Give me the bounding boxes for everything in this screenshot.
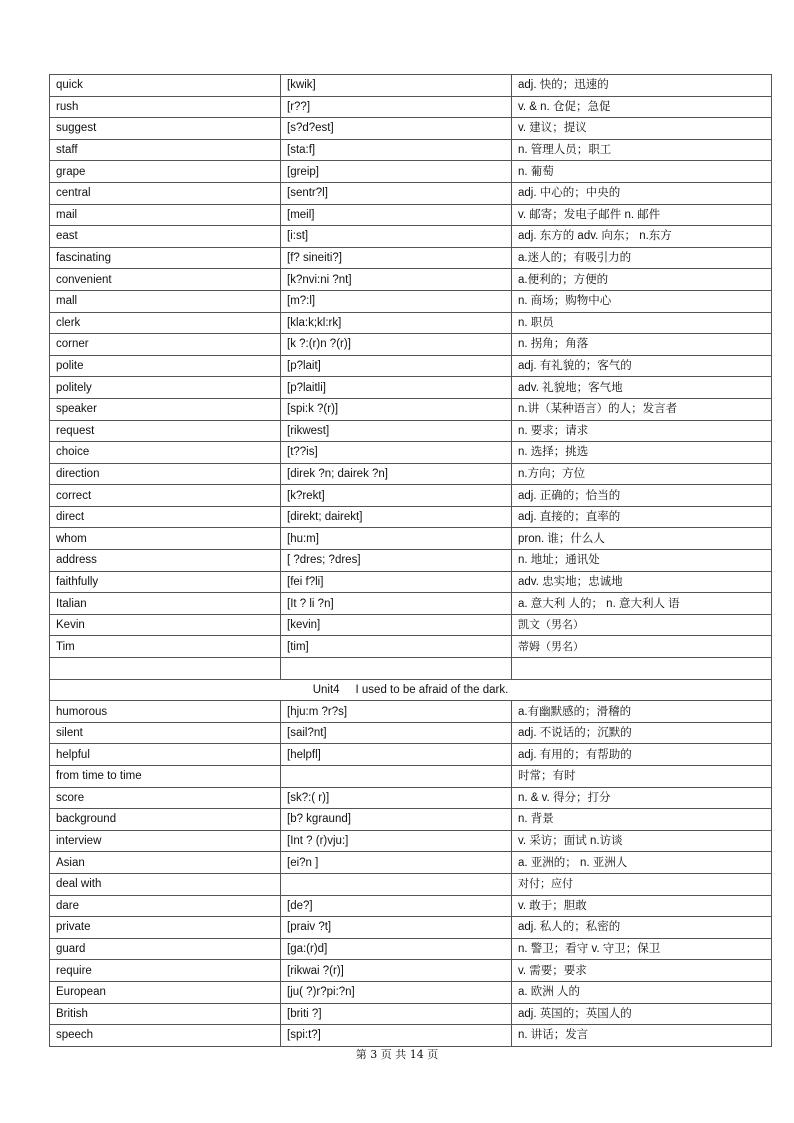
table-row (50, 809, 772, 831)
definition-cell: n. 警卫；看守 v. 守卫；保卫 (512, 938, 772, 960)
word-cell: direction (50, 463, 281, 485)
table-row (50, 636, 772, 658)
table-row (50, 463, 772, 485)
definition-cell: pron. 谁；什么人 (512, 528, 772, 550)
phonetic-cell: [p?laitli] (281, 377, 512, 399)
table-row (50, 766, 772, 788)
definition-cell: adj. 有用的；有帮助的 (512, 744, 772, 766)
word-cell: choice (50, 442, 281, 464)
definition-cell: n. 地址；通讯处 (512, 550, 772, 572)
definition-cell: n. 商场；购物中心 (512, 290, 772, 312)
phonetic-cell: [Int ? (r)vju:] (281, 830, 512, 852)
table-row (50, 550, 772, 572)
word-cell: mall (50, 290, 281, 312)
definition-cell: 蒂姆（男名） (512, 636, 772, 658)
word-cell: score (50, 787, 281, 809)
table-row (50, 614, 772, 636)
table-row (50, 917, 772, 939)
table-row (50, 247, 772, 269)
phonetic-cell: [sk?:( r)] (281, 787, 512, 809)
phonetic-cell: [sta:f] (281, 139, 512, 161)
word-cell: speaker (50, 398, 281, 420)
definition-cell: adj. 中心的；中央的 (512, 182, 772, 204)
phonetic-cell: [kevin] (281, 614, 512, 636)
word-cell: address (50, 550, 281, 572)
phonetic-cell: [b? kgraund] (281, 809, 512, 831)
definition-cell: a. 意大利 人的； n. 意大利人 语 (512, 593, 772, 615)
definition-cell: adj. 私人的；私密的 (512, 917, 772, 939)
word-cell: from time to time (50, 766, 281, 788)
definition-cell: n. 背景 (512, 809, 772, 831)
word-cell: central (50, 182, 281, 204)
definition-cell: adv. 忠实地；忠诚地 (512, 571, 772, 593)
phonetic-cell (281, 766, 512, 788)
definition-cell: adj. 英国的；英国人的 (512, 1003, 772, 1025)
word-cell: politely (50, 377, 281, 399)
word-cell: corner (50, 334, 281, 356)
unit-heading: Unit4 I used to be afraid of the dark. (312, 683, 509, 696)
phonetic-cell: [direkt; dairekt] (281, 506, 512, 528)
definition-cell: n.方向；方位 (512, 463, 772, 485)
word-cell: dare (50, 895, 281, 917)
word-cell: humorous (50, 701, 281, 723)
phonetic-cell: [m?:l] (281, 290, 512, 312)
phonetic-cell: [t??is] (281, 442, 512, 464)
phonetic-cell: [k?rekt] (281, 485, 512, 507)
table-row (50, 852, 772, 874)
definition-cell: adj. 直接的；直率的 (512, 506, 772, 528)
empty-cell (512, 658, 772, 680)
phonetic-cell: [kla:k;kl:rk] (281, 312, 512, 334)
table-row (50, 528, 772, 550)
phonetic-cell: [rikwai ?(r)] (281, 960, 512, 982)
phonetic-cell: [direk ?n; dairek ?n] (281, 463, 512, 485)
word-cell: polite (50, 355, 281, 377)
definition-cell: adv. 礼貌地；客气地 (512, 377, 772, 399)
phonetic-cell: [r??] (281, 96, 512, 118)
definition-cell: n. 讲话；发言 (512, 1025, 772, 1047)
word-cell: request (50, 420, 281, 442)
phonetic-cell: [helpfl] (281, 744, 512, 766)
table-row (50, 312, 772, 334)
vocabulary-table (49, 74, 772, 1047)
table-row (50, 96, 772, 118)
table-row (50, 161, 772, 183)
word-cell: convenient (50, 269, 281, 291)
word-cell: British (50, 1003, 281, 1025)
page-footer (0, 1046, 794, 1062)
definition-cell: 对付；应付 (512, 873, 772, 895)
table-row (50, 377, 772, 399)
phonetic-cell: [sail?nt] (281, 722, 512, 744)
table-row (50, 269, 772, 291)
word-cell: private (50, 917, 281, 939)
empty-row (50, 658, 772, 680)
unit-heading-row (50, 679, 772, 701)
definition-cell: adj. 正确的；恰当的 (512, 485, 772, 507)
phonetic-cell: [briti ?] (281, 1003, 512, 1025)
table-row (50, 118, 772, 140)
definition-cell: v. & n. 仓促；急促 (512, 96, 772, 118)
phonetic-cell: [de?] (281, 895, 512, 917)
table-row (50, 334, 772, 356)
phonetic-cell: [s?d?est] (281, 118, 512, 140)
word-cell: silent (50, 722, 281, 744)
table-row (50, 960, 772, 982)
phonetic-cell: [p?lait] (281, 355, 512, 377)
phonetic-cell: [rikwest] (281, 420, 512, 442)
word-cell: rush (50, 96, 281, 118)
phonetic-cell: [greip] (281, 161, 512, 183)
word-cell: faithfully (50, 571, 281, 593)
word-cell: deal with (50, 873, 281, 895)
table-row (50, 571, 772, 593)
page-number-text: 第 3 页 共 14 页 (355, 1048, 439, 1061)
definition-cell: v. 建议；提议 (512, 118, 772, 140)
table-row (50, 355, 772, 377)
table-row (50, 420, 772, 442)
empty-cell (281, 658, 512, 680)
table-row (50, 895, 772, 917)
word-cell: Asian (50, 852, 281, 874)
phonetic-cell: [f? sineiti?] (281, 247, 512, 269)
phonetic-cell: [ga:(r)d] (281, 938, 512, 960)
definition-cell: a.便利的；方便的 (512, 269, 772, 291)
unit-heading-cell (50, 679, 772, 701)
table-row (50, 139, 772, 161)
word-cell: quick (50, 75, 281, 97)
phonetic-cell: [hju:m ?r?s] (281, 701, 512, 723)
definition-cell: adj. 不说话的；沉默的 (512, 722, 772, 744)
table-row (50, 75, 772, 97)
definition-cell: n. & v. 得分；打分 (512, 787, 772, 809)
phonetic-cell: [It ? li ?n] (281, 593, 512, 615)
definition-cell: v. 采访；面试 n.访谈 (512, 830, 772, 852)
definition-cell: n. 管理人员；职工 (512, 139, 772, 161)
word-cell: grape (50, 161, 281, 183)
definition-cell: 凯文（男名） (512, 614, 772, 636)
phonetic-cell: [tim] (281, 636, 512, 658)
word-cell: east (50, 226, 281, 248)
definition-cell: a. 亚洲的； n. 亚洲人 (512, 852, 772, 874)
word-cell: Tim (50, 636, 281, 658)
definition-cell: n.讲（某种语言）的人；发言者 (512, 398, 772, 420)
phonetic-cell: [i:st] (281, 226, 512, 248)
phonetic-cell: [spi:k ?(r)] (281, 398, 512, 420)
word-cell: direct (50, 506, 281, 528)
word-cell: guard (50, 938, 281, 960)
definition-cell: v. 敢于；胆敢 (512, 895, 772, 917)
definition-cell: n. 职员 (512, 312, 772, 334)
table-row (50, 182, 772, 204)
table-row (50, 1003, 772, 1025)
phonetic-cell: [k?nvi:ni ?nt] (281, 269, 512, 291)
table-row (50, 506, 772, 528)
phonetic-cell: [meil] (281, 204, 512, 226)
definition-cell: n. 要求；请求 (512, 420, 772, 442)
word-cell: speech (50, 1025, 281, 1047)
phonetic-cell: [praiv ?t] (281, 917, 512, 939)
word-cell: European (50, 981, 281, 1003)
definition-cell: n. 葡萄 (512, 161, 772, 183)
definition-cell: adj. 快的；迅速的 (512, 75, 772, 97)
table-row (50, 701, 772, 723)
table-row (50, 873, 772, 895)
word-cell: background (50, 809, 281, 831)
definition-cell: adj. 有礼貌的；客气的 (512, 355, 772, 377)
table-row (50, 485, 772, 507)
phonetic-cell: [kwik] (281, 75, 512, 97)
table-row (50, 226, 772, 248)
table-row (50, 787, 772, 809)
word-cell: helpful (50, 744, 281, 766)
table-row (50, 1025, 772, 1047)
vocabulary-table-body (50, 75, 772, 1047)
phonetic-cell: [ ?dres; ?dres] (281, 550, 512, 572)
table-row (50, 290, 772, 312)
word-cell: Italian (50, 593, 281, 615)
word-cell: fascinating (50, 247, 281, 269)
table-row (50, 398, 772, 420)
table-row (50, 204, 772, 226)
word-cell: require (50, 960, 281, 982)
word-cell: mail (50, 204, 281, 226)
phonetic-cell: [ei?n ] (281, 852, 512, 874)
definition-cell: adj. 东方的 adv. 向东； n.东方 (512, 226, 772, 248)
definition-cell: v. 邮寄；发电子邮件 n. 邮件 (512, 204, 772, 226)
definition-cell: v. 需要；要求 (512, 960, 772, 982)
table-row (50, 744, 772, 766)
table-row (50, 722, 772, 744)
word-cell: correct (50, 485, 281, 507)
table-row (50, 830, 772, 852)
phonetic-cell: [sentr?l] (281, 182, 512, 204)
word-cell: clerk (50, 312, 281, 334)
phonetic-cell (281, 873, 512, 895)
word-cell: suggest (50, 118, 281, 140)
phonetic-cell: [hu:m] (281, 528, 512, 550)
definition-cell: n. 拐角；角落 (512, 334, 772, 356)
table-row (50, 938, 772, 960)
phonetic-cell: [spi:t?] (281, 1025, 512, 1047)
definition-cell: 时常；有时 (512, 766, 772, 788)
table-row (50, 981, 772, 1003)
word-cell: staff (50, 139, 281, 161)
table-row (50, 442, 772, 464)
definition-cell: a. 欧洲 人的 (512, 981, 772, 1003)
definition-cell: a.迷人的；有吸引力的 (512, 247, 772, 269)
phonetic-cell: [fei f?li] (281, 571, 512, 593)
table-row (50, 593, 772, 615)
word-cell: interview (50, 830, 281, 852)
phonetic-cell: [ju( ?)r?pi:?n] (281, 981, 512, 1003)
empty-cell (50, 658, 281, 680)
word-cell: whom (50, 528, 281, 550)
phonetic-cell: [k ?:(r)n ?(r)] (281, 334, 512, 356)
definition-cell: a.有幽默感的；滑稽的 (512, 701, 772, 723)
word-cell: Kevin (50, 614, 281, 636)
definition-cell: n. 选择；挑选 (512, 442, 772, 464)
